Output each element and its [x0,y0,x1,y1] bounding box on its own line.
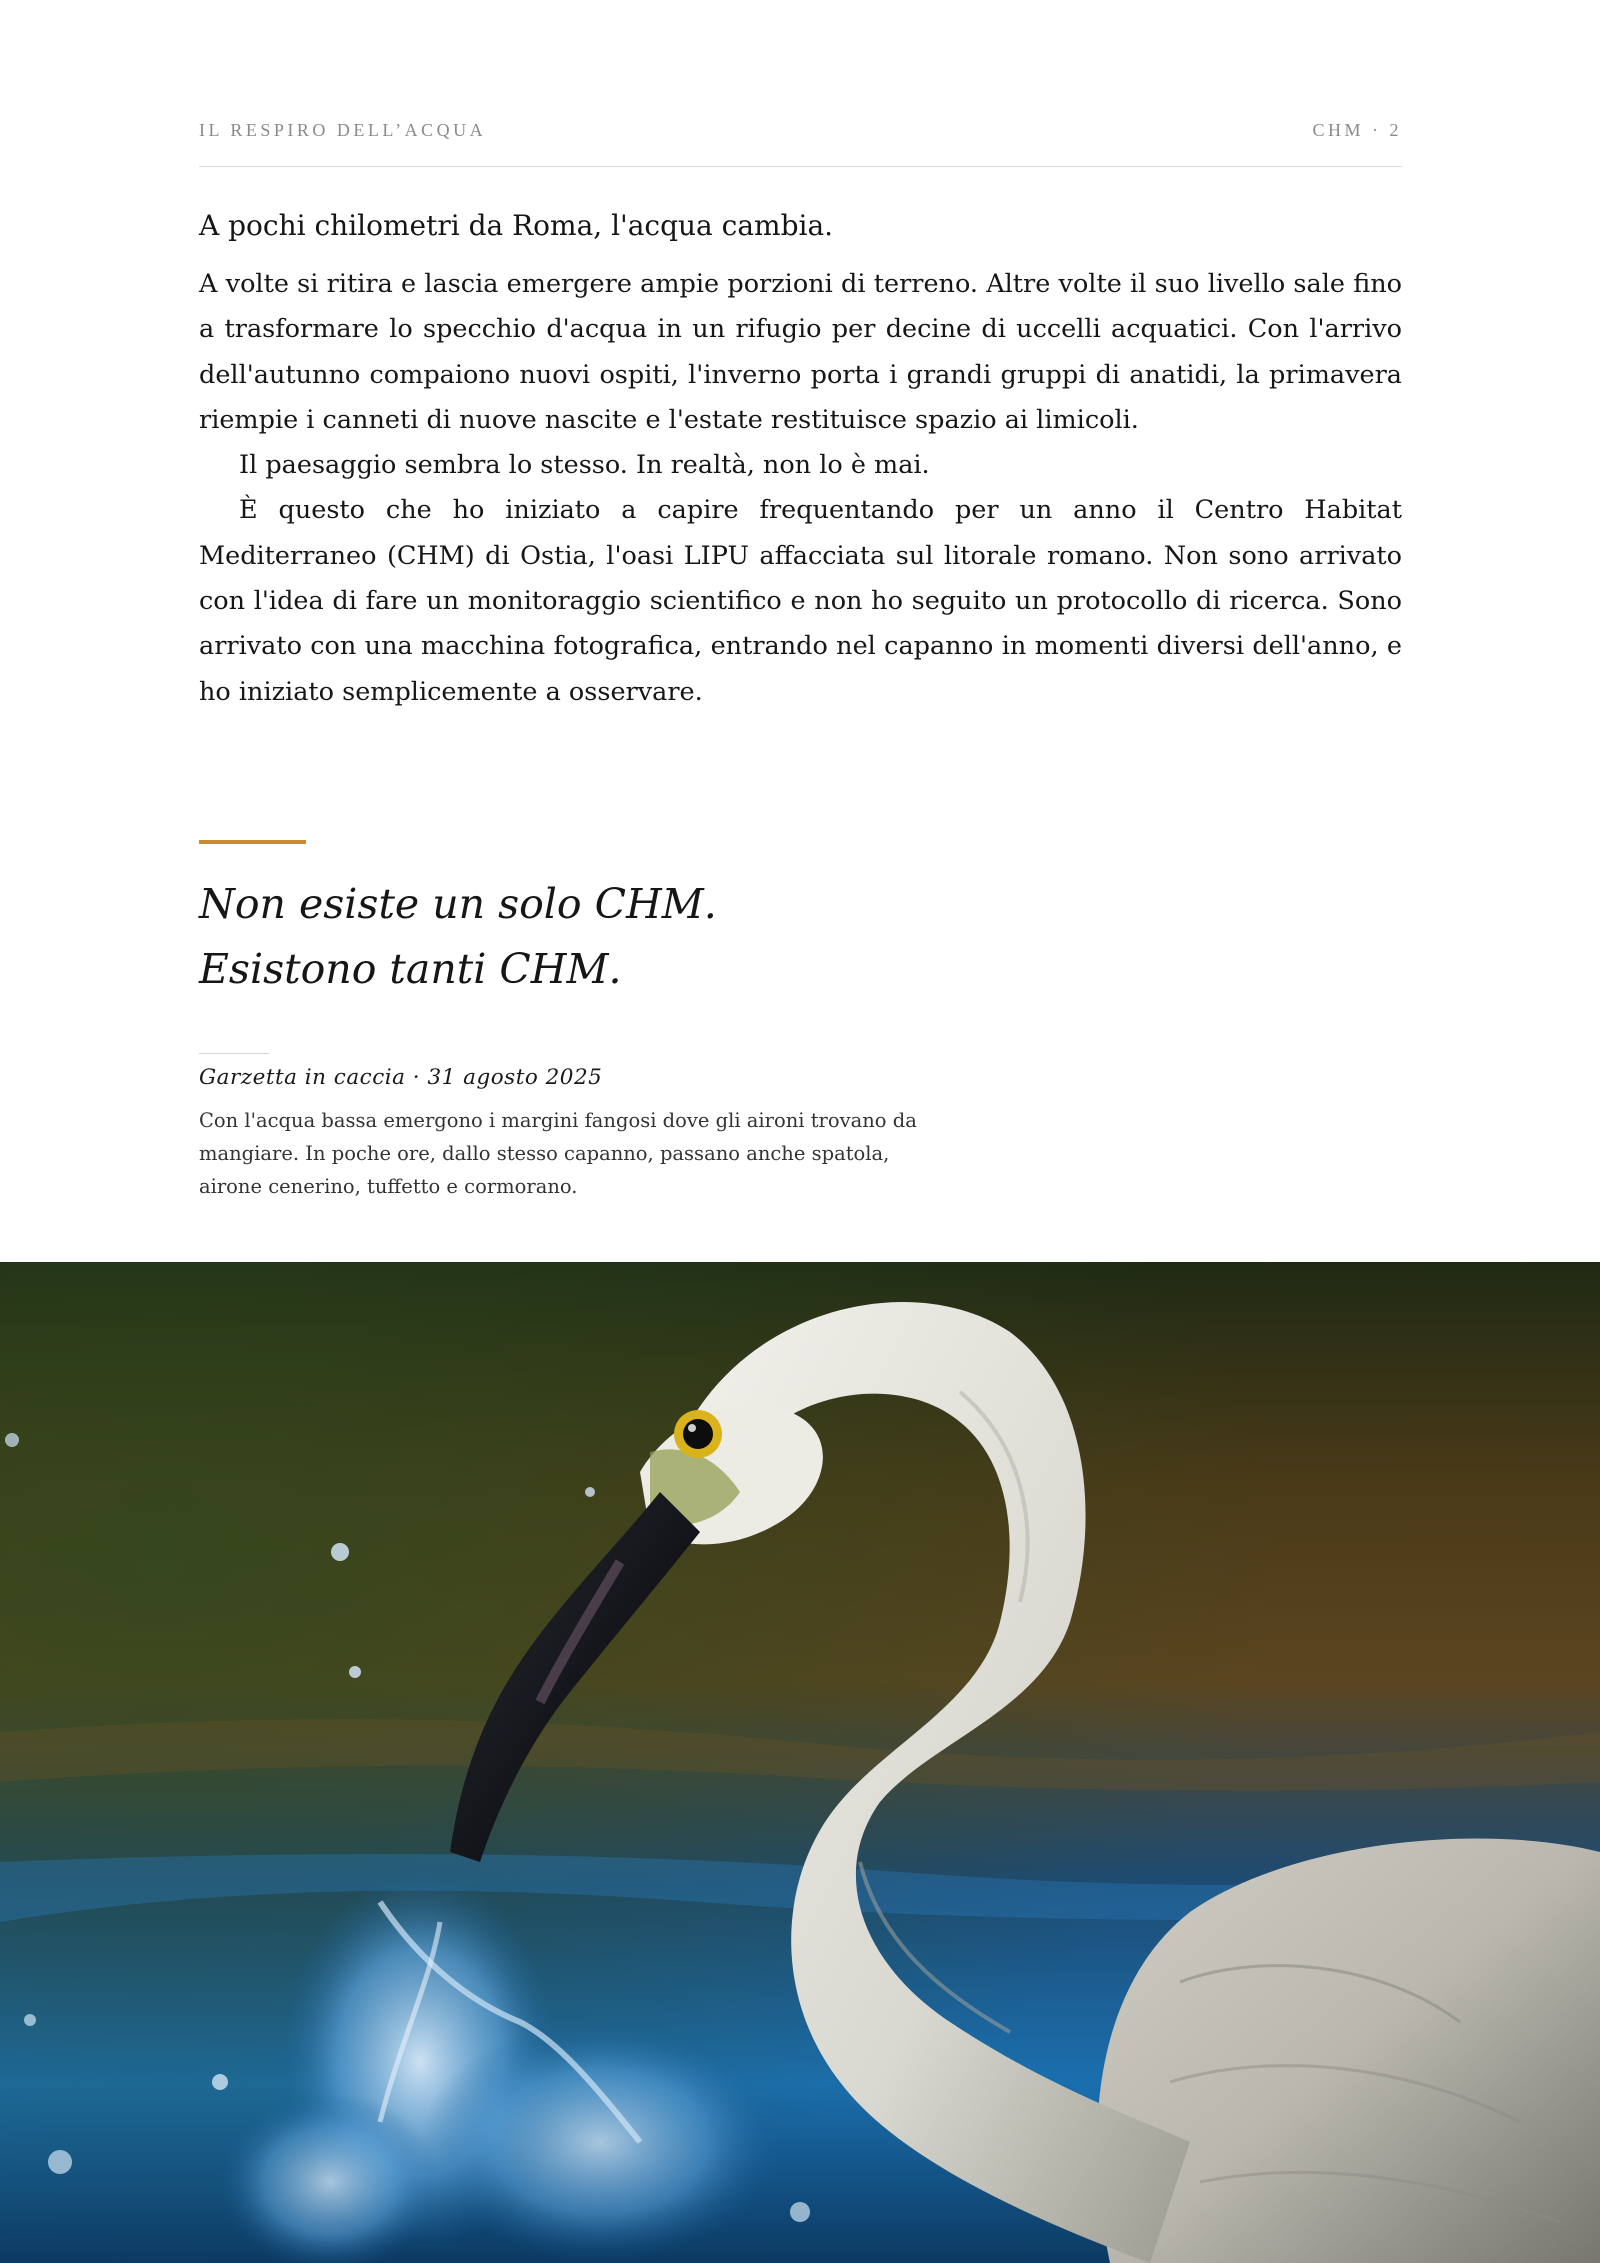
paragraph: Il paesaggio sembra lo stesso. In realtà, non lo è mai. [239,450,930,481]
running-header [199,120,1402,167]
article-body [199,208,1402,715]
paragraph: A volte si ritira e lascia emergere ampie porzioni di terreno. Altre volte il suo livello sale fino a trasformare lo specchio d'acqua in un rifugio per decine di uccelli acquatici. Con l'arrivo dell'autunno compaiono nuovi ospiti, l'inverno porta i grandi gruppi di anatidi, la primavera riempie i canneti di nuove nascite e l'estate restituisce spazio ai limicoli. [199,269,1402,435]
caption-rule [199,1053,269,1054]
pull-quote [199,872,717,1002]
pull-quote-line: Non esiste un solo CHM. [199,880,717,928]
page-number: CHM · 2 [1312,120,1402,140]
paragraph: È questo che ho iniziato a capire frequentando per un anno il Centro Habitat Mediterraneo (CHM) di Ostia, l'oasi LIPU affacciata sul litorale romano. Non sono arrivato con l'idea di fare un monitoraggio scientifico e non ho seguito un protocollo di ricerca. Sono arrivato con una macchina fotografica, entrando nel capanno in momenti diversi dell'anno, e ho iniziato semplicemente a osservare. [199,495,1402,707]
accent-rule [199,840,306,844]
running-header-title: IL RESPIRO DELL’ACQUA [199,120,487,140]
lead-sentence: A pochi chilometri da Roma, l'acqua cambia. [199,209,834,242]
pull-quote-line: Esistono tanti CHM. [199,945,622,993]
photo-caption-title: Garzetta in caccia · 31 agosto 2025 [199,1065,603,1090]
egret-illustration [0,1262,1600,2263]
egret-photo [0,1262,1600,2263]
photo-caption-text: Con l'acqua bassa emergono i margini fangosi dove gli aironi trovano da mangiare. In poche ore, dallo stesso capanno, passano anche spatola, airone cenerino, tuffetto e cormorano. [199,1109,917,1198]
